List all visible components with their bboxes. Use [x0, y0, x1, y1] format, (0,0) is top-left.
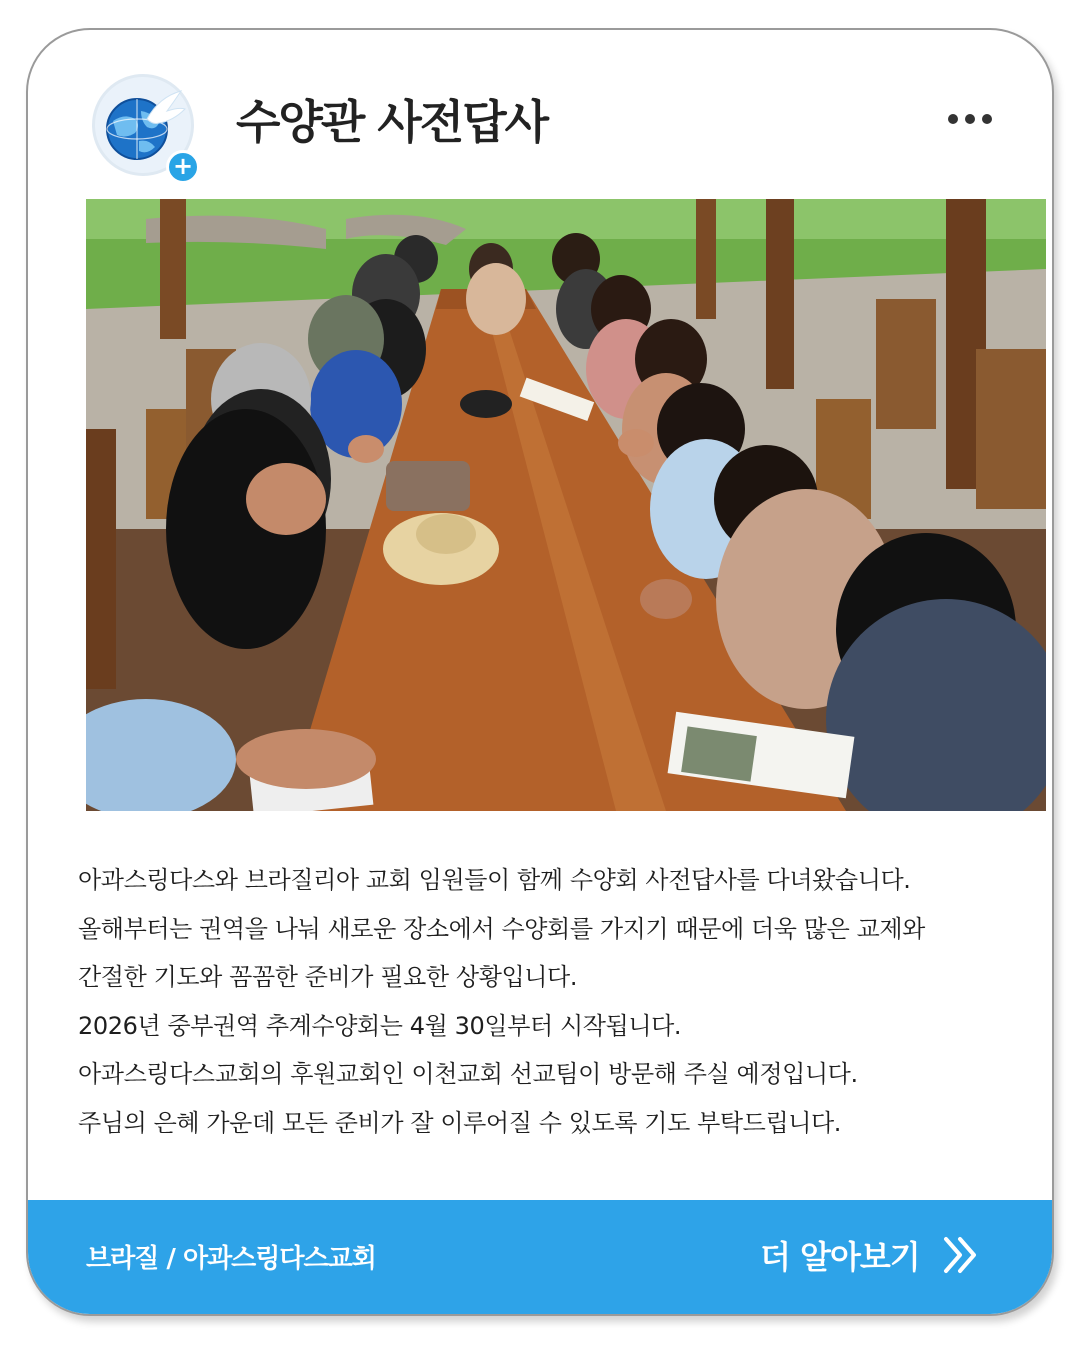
- body-line: 주님의 은혜 가운데 모든 준비가 잘 이루어질 수 있도록 기도 부탁드립니다.: [78, 1108, 842, 1137]
- post-photo: [86, 199, 1046, 811]
- more-dot: [948, 114, 958, 124]
- post-footer: [28, 1200, 1052, 1316]
- body-line: 아과스링다스와 브라질리아 교회 임원들이 함께 수양회 사전답사를 다녀왔습니다.: [78, 866, 911, 894]
- body-line: 2026년 중부권역 추계수양회는 4월 30일부터 시작됩니다.: [78, 1011, 682, 1040]
- post-card: [26, 28, 1054, 1316]
- body-line: 간절한 기도와 꼼꼼한 준비가 필요한 상황입니다.: [78, 963, 578, 991]
- follow-plus-icon[interactable]: +: [166, 150, 200, 184]
- body-line: 아과스링다스교회의 후원교회인 이천교회 선교팀이 방문해 주실 예정입니다.: [78, 1060, 858, 1088]
- post-title: 수양관 사전답사: [236, 95, 548, 149]
- location-label: 브라질 / 아과스링다스교회: [86, 1244, 376, 1274]
- more-dots-icon[interactable]: [940, 94, 1000, 138]
- body-line: 올해부터는 권역을 나눠 새로운 장소에서 수양회를 가지기 때문에 더욱 많은 교제와: [78, 914, 925, 943]
- double-chevron-right-icon: [942, 1235, 982, 1275]
- more-dot: [965, 114, 975, 124]
- learn-more-label: 더 알아보기: [760, 1238, 920, 1276]
- more-dot: [982, 114, 992, 124]
- learn-more-button[interactable]: [760, 1230, 982, 1280]
- post-header: [28, 30, 1052, 198]
- post-body: [78, 856, 1018, 1147]
